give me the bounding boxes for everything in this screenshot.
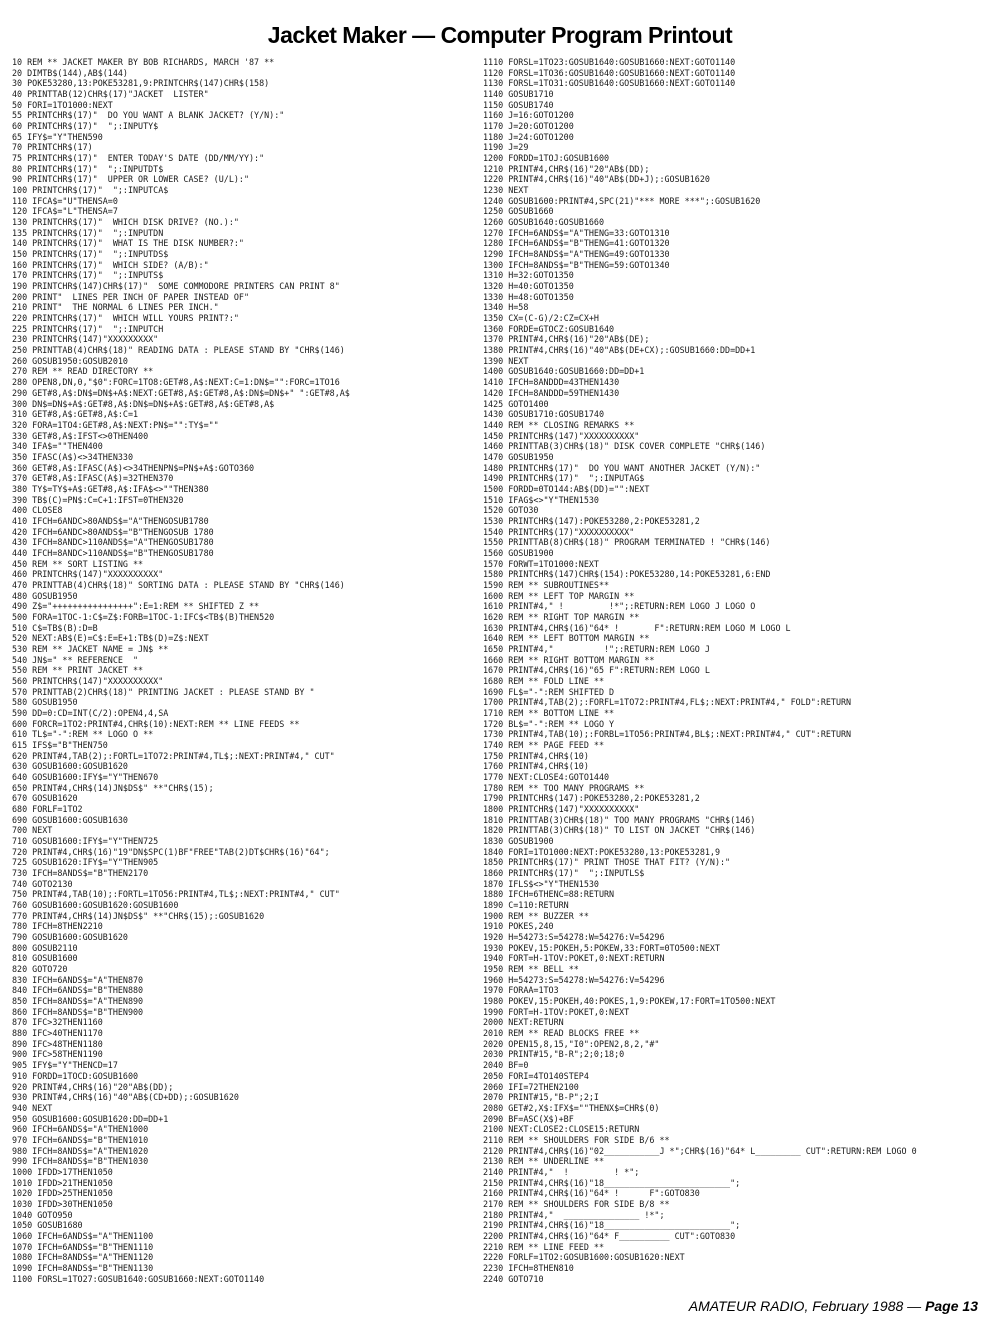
code-line: 870 IFC>32THEN1160 xyxy=(12,1017,103,1028)
code-line: 810 GOSUB1600 xyxy=(12,953,78,964)
code-line: 1360 FORDE=GTOCZ:GOSUB1640 xyxy=(483,323,615,334)
code-line: 210 PRINT" THE NORMAL 6 LINES PER INCH." xyxy=(12,302,219,313)
code-line: 500 FORA=1TOC-1:C$=Z$:FORB=1TOC-1:IFC$<TB$(B)THEN520 xyxy=(12,611,275,622)
code-line: 1220 PRINT#4,CHR$(16)"40"AB$(DD+J);:GOSUB1620 xyxy=(483,174,710,185)
code-line: 1350 CX=(C-G)/2:CZ=CX+H xyxy=(483,313,599,324)
code-line: 490 Z$="++++++++++++++++":E=1:REM ** SHIFTED Z ** xyxy=(12,601,260,612)
code-line: 970 IFCH=6ANDS$="B"THEN1010 xyxy=(12,1134,149,1145)
code-line: 2150 PRINT#4,CHR$(16)"18_________________________"; xyxy=(483,1177,741,1188)
code-line: 1090 IFCH=8ANDS$="B"THEN1130 xyxy=(12,1262,154,1273)
code-line: 1080 IFCH=8ANDS$="A"THEN1120 xyxy=(12,1252,154,1263)
code-line: 2210 REM ** LINE FEED ** xyxy=(483,1241,605,1252)
code-line: 1340 H=58 xyxy=(483,302,529,313)
code-line: 1460 PRINTTAB(3)CHR$(18)" DISK COVER COMPLETE "CHR$(146) xyxy=(483,441,766,452)
code-line: 200 PRINT" LINES PER INCH OF PAPER INSTEAD OF" xyxy=(12,291,249,302)
code-line: 1670 PRINT#4,CHR$(16)"65 F":RETURN:REM LOGO L xyxy=(483,665,710,676)
code-line: 430 IFCH=8ANDC>110ANDS$="A"THENGOSUB1780 xyxy=(12,537,214,548)
code-line: 690 GOSUB1600:GOSUB1630 xyxy=(12,814,128,825)
code-line: 1920 H=54273:S=54278:W=54276:V=54296 xyxy=(483,932,665,943)
code-line: 140 PRINTCHR$(17)" WHAT IS THE DISK NUMBER?:" xyxy=(12,238,244,249)
code-line: 1580 PRINTCHR$(147)CHR$(154):POKE53280,14:POKE53281,6:END xyxy=(483,569,771,580)
code-line: 10 REM ** JACKET MAKER BY BOB RICHARDS, MARCH '87 ** xyxy=(12,57,275,67)
code-line: 120 IFCA$="L"THENSA=7 xyxy=(12,206,118,217)
code-line: 1990 FORT=H-1TOV:POKET,0:NEXT xyxy=(483,1006,630,1017)
code-line: 760 GOSUB1600:GOSUB1620:GOSUB1600 xyxy=(12,900,179,911)
code-line: 1100 FORSL=1TO27:GOSUB1640:GOSUB1660:NEXT:GOTO1140 xyxy=(12,1273,265,1284)
code-line: 90 PRINTCHR$(17)" UPPER OR LOWER CASE? (U/L):" xyxy=(12,174,249,185)
code-line: 1140 GOSUB1710 xyxy=(483,89,554,100)
code-line: 650 PRINT#4,CHR$(14)JN$DS$" **"CHR$(15); xyxy=(12,782,214,793)
code-line: 860 IFCH=8ANDS$="B"THEN900 xyxy=(12,1006,144,1017)
code-line: 2160 PRINT#4,CHR$(16)"64* ! F":GOTO830 xyxy=(483,1188,700,1199)
code-line: 100 PRINTCHR$(17)" ";:INPUTCA$ xyxy=(12,185,169,196)
code-line: 310 GET#8,A$:GET#8,A$:C=1 xyxy=(12,409,139,420)
code-line: 1060 IFCH=6ANDS$="A"THEN1100 xyxy=(12,1230,154,1241)
code-line: 1130 FORSL=1TO31:GOSUB1640:GOSUB1660:NEXT:GOTO1140 xyxy=(483,78,736,89)
code-line: 75 PRINTCHR$(17)" ENTER TODAY'S DATE (DD/MM/YY):" xyxy=(12,153,265,164)
code-line: 1500 FORDD=0TO144:AB$(DD)="":NEXT xyxy=(483,483,650,494)
code-line: 30 POKE53280,13:POKE53281,9:PRINTCHR$(147)CHR$(158) xyxy=(12,78,270,89)
code-line: 1250 GOSUB1660 xyxy=(483,206,554,217)
code-line: 470 PRINTTAB(4)CHR$(18)" SORTING DATA : PLEASE STAND BY "CHR$(146) xyxy=(12,579,345,590)
code-line: 600 FORCR=1TO2:PRINT#4,CHR$(10):NEXT:REM ** LINE FEEDS ** xyxy=(12,718,300,729)
code-line: 1710 REM ** BOTTOM LINE ** xyxy=(483,707,615,718)
magazine-name: AMATEUR RADIO xyxy=(688,1298,805,1314)
code-line: 1170 J=20:GOTO1200 xyxy=(483,121,574,132)
code-line: 1840 FORI=1TO1000:NEXT:POKE53280,13:POKE53281,9 xyxy=(483,846,720,857)
code-line: 770 PRINT#4,CHR$(14)JN$DS$" **"CHR$(15);:GOSUB1620 xyxy=(12,910,265,921)
code-line: 630 GOSUB1600:GOSUB1620 xyxy=(12,761,128,772)
code-line: 400 CLOSE8 xyxy=(12,505,63,516)
code-line: 1200 FORDD=1TOJ:GOSUB1600 xyxy=(483,153,610,164)
code-line: 540 JN$=" ** REFERENCE " xyxy=(12,654,139,665)
code-line: 1890 C=110:RETURN xyxy=(483,900,569,911)
code-line: 1980 POKEV,15:POKEH,40:POKES,1,9:POKEW,17:FORT=1TO500:NEXT xyxy=(483,996,776,1007)
code-line: 1760 PRINT#4,CHR$(10) xyxy=(483,761,589,772)
code-line: 530 REM ** JACKET NAME = JN$ ** xyxy=(12,643,169,654)
code-line: 300 DN$=DN$+A$:GET#8,A$:DN$=DN$+A$:GET#8,A$:GET#8,A$ xyxy=(12,398,275,409)
code-line: 1560 GOSUB1900 xyxy=(483,547,554,558)
code-line: 390 TB$(C)=PN$:C=C+1:IFST=0THEN320 xyxy=(12,494,184,505)
code-line: 1150 GOSUB1740 xyxy=(483,99,554,110)
code-line: 830 IFCH=6ANDS$="A"THEN870 xyxy=(12,974,144,985)
code-line: 1010 IFDD>21THEN1050 xyxy=(12,1177,113,1188)
code-line: 1860 PRINTCHR$(17)" ";:INPUTLS$ xyxy=(483,868,645,879)
code-line: 1810 PRINTTAB(3)CHR$(18)" TOO MANY PROGRAMS "CHR$(146) xyxy=(483,814,756,825)
code-line: 590 DD=0:CD=INT(C/2):OPEN4,4,SA xyxy=(12,707,169,718)
code-line: 1740 REM ** PAGE FEED ** xyxy=(483,740,605,750)
code-line: 560 PRINTCHR$(147)"XXXXXXXXXX" xyxy=(12,675,164,686)
code-line: 1510 IFAG$<>"Y"THEN1530 xyxy=(483,494,599,505)
code-line: 170 PRINTCHR$(17)" ";:INPUTS$ xyxy=(12,270,164,281)
code-line: 1210 PRINT#4,CHR$(16)"20"AB$(DD); xyxy=(483,163,650,174)
code-line: 1570 FORWT=1TO1000:NEXT xyxy=(483,558,599,569)
code-line: 510 C$=TB$(B):D=B xyxy=(12,622,98,633)
code-line: 1910 POKES,240 xyxy=(483,921,554,932)
code-line: 1270 IFCH=6ANDS$="A"THENG=33:GOTO1310 xyxy=(483,227,670,238)
code-line: 2020 OPEN15,8,15,"I0":OPEN2,8,2,"#" xyxy=(483,1038,660,1049)
code-line: 420 IFCH=6ANDC>80ANDS$="B"THENGOSUB 1780 xyxy=(12,526,214,537)
code-line: 2120 PRINT#4,CHR$(16)"02___________J *";CHR$(16)"64* L_________ CUT":RETURN:REM LOGO 0 xyxy=(483,1145,917,1156)
code-line: 580 GOSUB1950 xyxy=(12,697,78,708)
issue-date: , February 1988 — xyxy=(804,1298,926,1314)
code-line: 1540 PRINTCHR$(17)"XXXXXXXXXX" xyxy=(483,526,635,537)
code-line: 50 FORI=1TO1000:NEXT xyxy=(12,99,113,110)
code-line: 1410 IFCH=8ANDDD=43THEN1430 xyxy=(483,377,620,388)
code-line: 1950 REM ** BELL ** xyxy=(483,964,579,975)
code-line: 1190 J=29 xyxy=(483,142,529,153)
code-line: 1030 IFDD>30THEN1050 xyxy=(12,1198,113,1209)
code-line: 1850 PRINTCHR$(17)" PRINT THOSE THAT FIT? (Y/N):" xyxy=(483,857,731,868)
code-line: 1660 REM ** RIGHT BOTTOM MARGIN ** xyxy=(483,654,655,665)
code-line: 990 IFCH=8ANDS$="B"THEN1030 xyxy=(12,1156,149,1167)
code-line: 700 NEXT xyxy=(12,825,53,836)
code-line: 730 IFCH=8ANDS$="B"THEN2170 xyxy=(12,868,149,879)
code-line: 1820 PRINTTAB(3)CHR$(18)" TO LIST ON JACKET "CHR$(146) xyxy=(483,825,756,836)
code-line: 2230 IFCH=8THEN810 xyxy=(483,1262,574,1273)
code-line: 1530 PRINTCHR$(147):POKE53280,2:POKE53281,2 xyxy=(483,515,700,526)
code-line: 1480 PRINTCHR$(17)" DO YOU WANT ANOTHER JACKET (Y/N):" xyxy=(483,462,761,473)
code-line: 960 IFCH=6ANDS$="A"THEN1000 xyxy=(12,1124,149,1135)
code-line: 1425 GOTO1400 xyxy=(483,398,549,409)
code-line: 2100 NEXT:CLOSE2:CLOSE15:RETURN xyxy=(483,1124,640,1135)
code-line: 1730 PRINT#4,TAB(10);:FORBL=1TO56:PRINT#4,BL$;:NEXT:PRINT#4," CUT":RETURN xyxy=(483,729,852,740)
code-line: 55 PRINTCHR$(17)" DO YOU WANT A BLANK JACKET? (Y/N):" xyxy=(12,110,285,121)
code-line: 1940 FORT=H-1TOV:POKET,0:NEXT:RETURN xyxy=(483,953,665,964)
code-line: 610 TL$="-":REM ** LOGO O ** xyxy=(12,729,154,740)
code-line: 880 IFC>40THEN1170 xyxy=(12,1028,103,1039)
code-line: 2030 PRINT#15,"B-R";2;0;18;0 xyxy=(483,1049,625,1060)
code-line: 1120 FORSL=1TO36:GOSUB1640:GOSUB1660:NEXT:GOTO1140 xyxy=(483,67,736,78)
code-line: 1290 IFCH=8ANDS$="A"THENG=49:GOTO1330 xyxy=(483,249,670,260)
code-line: 1790 PRINTCHR$(147):POKE53280,2:POKE53281,2 xyxy=(483,793,700,804)
code-line: 780 IFCH=8THEN2210 xyxy=(12,921,103,932)
code-line: 350 IFASC(A$)<>34THEN330 xyxy=(12,451,134,462)
code-line: 790 GOSUB1600:GOSUB1620 xyxy=(12,932,128,943)
code-line: 1070 IFCH=6ANDS$="B"THEN1110 xyxy=(12,1241,154,1252)
code-line: 1260 GOSUB1640:GOSUB1660 xyxy=(483,217,605,228)
code-line: 2200 PRINT#4,CHR$(16)"64* F__________ CUT":GOTO830 xyxy=(483,1230,736,1241)
code-line: 65 IFY$="Y"THEN590 xyxy=(12,131,103,142)
code-line: 110 IFCA$="U"THENSA=0 xyxy=(12,195,118,206)
code-line: 1430 GOSUB1710:GOSUB1740 xyxy=(483,409,605,420)
code-line: 230 PRINTCHR$(147)"XXXXXXXXX" xyxy=(12,334,159,345)
code-line: 1230 NEXT xyxy=(483,185,529,196)
code-line: 60 PRINTCHR$(17)" ";:INPUTY$ xyxy=(12,121,159,132)
code-line: 615 IFS$="B"THEN750 xyxy=(12,740,108,750)
code-line: 900 IFC>58THEN1190 xyxy=(12,1049,103,1060)
code-line: 1650 PRINT#4," !";:RETURN:REM LOGO J xyxy=(483,643,710,654)
code-line: 520 NEXT:AB$(E)=C$:E=E+1:TB$(D)=Z$:NEXT xyxy=(12,633,209,644)
code-line: 1620 REM ** RIGHT TOP MARGIN ** xyxy=(483,611,640,622)
code-line: 840 IFCH=6ANDS$="B"THEN880 xyxy=(12,985,144,996)
page-title: Jacket Maker — Computer Program Printout xyxy=(267,22,733,48)
code-line: 680 FORLF=1TO2 xyxy=(12,804,83,815)
code-line: 2010 REM ** READ BLOCKS FREE ** xyxy=(483,1028,640,1039)
code-line: 2220 FORLF=1TO2:GOSUB1600:GOSUB1620:NEXT xyxy=(483,1252,685,1263)
code-line: 910 FORDD=1TOCD:GOSUB1600 xyxy=(12,1070,139,1081)
code-line: 550 REM ** PRINT JACKET ** xyxy=(12,665,144,676)
code-line: 225 PRINTCHR$(17)" ";:INPUTCH xyxy=(12,323,164,334)
code-line: 1780 REM ** TOO MANY PROGRAMS ** xyxy=(483,782,645,793)
code-line: 1700 PRINT#4,TAB(2);:FORFL=1TO72:PRINT#4,FL$;:NEXT:PRINT#4," FOLD":RETURN xyxy=(483,697,852,708)
code-line: 1680 REM ** FOLD LINE ** xyxy=(483,675,605,686)
code-line: 1050 GOSUB1680 xyxy=(12,1220,83,1231)
code-line: 260 GOSUB1950:GOSUB2010 xyxy=(12,355,128,366)
code-line: 1450 PRINTCHR$(147)"XXXXXXXXXX" xyxy=(483,430,640,441)
code-line: 130 PRINTCHR$(17)" WHICH DISK DRIVE? (NO.):" xyxy=(12,217,239,228)
code-line: 1610 PRINT#4," ! !*";:RETURN:REM LOGO J LOGO O xyxy=(483,601,756,612)
code-line: 460 PRINTCHR$(147)"XXXXXXXXXX" xyxy=(12,569,164,580)
code-line: 1870 IFLS$<>"Y"THEN1530 xyxy=(483,878,599,889)
code-line: 2180 PRINT#4," _______________ !*"; xyxy=(483,1209,665,1220)
code-line: 410 IFCH=6ANDC>80ANDS$="A"THENGOSUB1780 xyxy=(12,515,209,526)
code-line: 670 GOSUB1620 xyxy=(12,793,78,804)
code-line: 1750 PRINT#4,CHR$(10) xyxy=(483,750,589,761)
code-line: 920 PRINT#4,CHR$(16)"20"AB$(DD); xyxy=(12,1081,174,1092)
code-line: 950 GOSUB1600:GOSUB1620:DD=DD+1 xyxy=(12,1113,169,1124)
code-line: 1110 FORSL=1TO23:GOSUB1640:GOSUB1660:NEXT:GOTO1140 xyxy=(483,57,736,67)
code-line: 720 PRINT#4,CHR$(16)"19"DN$SPC(1)BF"FREE"TAB(2)DT$CHR$(16)"64"; xyxy=(12,846,330,857)
code-line: 800 GOSUB2110 xyxy=(12,942,78,953)
code-line: 820 GOTO720 xyxy=(12,964,68,975)
code-line: 1690 FL$="-":REM SHIFTED D xyxy=(483,686,615,697)
code-line: 360 GET#8,A$:IFASC(A$)<>34THENPN$=PN$+A$:GOTO360 xyxy=(12,462,255,473)
code-line: 1800 PRINTCHR$(147)"XXXXXXXXXX" xyxy=(483,804,640,815)
code-line: 1420 IFCH=8ANDDD=59THEN1430 xyxy=(483,387,620,398)
code-line: 40 PRINTTAB(12)CHR$(17)"JACKET LISTER" xyxy=(12,89,209,100)
code-line: 340 IFA$=""THEN400 xyxy=(12,441,103,452)
code-line: 320 FORA=1TO4:GET#8,A$:NEXT:PN$="":TY$="" xyxy=(12,419,219,430)
code-line: 1930 POKEV,15:POKEH,5:POKEW,33:FORT=0TO500:NEXT xyxy=(483,942,720,953)
code-line: 2000 NEXT:RETURN xyxy=(483,1017,564,1028)
code-line: 2040 BF=0 xyxy=(483,1060,529,1071)
code-line: 905 IFY$="Y"THENCD=17 xyxy=(12,1060,118,1071)
code-line: 1000 IFDD>17THEN1050 xyxy=(12,1166,113,1177)
code-line: 1490 PRINTCHR$(17)" ";:INPUTAG$ xyxy=(483,473,645,484)
code-line: 1880 IFCH=6THENC=88:RETURN xyxy=(483,889,615,900)
code-line: 150 PRINTCHR$(17)" ";:INPUTDS$ xyxy=(12,249,169,260)
code-line: 1590 REM ** SUBROUTINES** xyxy=(483,579,610,590)
code-line: 2130 REM ** UNDERLINE ** xyxy=(483,1156,605,1167)
code-line: 1520 GOTO30 xyxy=(483,505,539,516)
code-line: 1720 BL$="-":REM ** LOGO Y xyxy=(483,718,615,729)
listing-column-right xyxy=(483,57,993,1284)
code-line: 1330 H=48:GOTO1350 xyxy=(483,291,574,302)
code-line: 2190 PRINT#4,CHR$(16)"18_________________________"; xyxy=(483,1220,741,1231)
code-line: 450 REM ** SORT LISTING ** xyxy=(12,558,144,569)
code-line: 2060 IFI=72THEN2100 xyxy=(483,1081,579,1092)
code-line: 1160 J=16:GOTO1200 xyxy=(483,110,574,121)
code-line: 570 PRINTTAB(2)CHR$(18)" PRINTING JACKET : PLEASE STAND BY " xyxy=(12,686,315,697)
code-line: 1770 NEXT:CLOSE4:GOTO1440 xyxy=(483,772,610,783)
code-line: 1470 GOSUB1950 xyxy=(483,451,554,462)
listing-column-left xyxy=(12,57,482,1284)
code-line: 1440 REM ** CLOSING REMARKS ** xyxy=(483,419,635,430)
code-line: 2070 PRINT#15,"B-P";2;I xyxy=(483,1092,599,1103)
code-line: 2090 BF=ASC(X$)+BF xyxy=(483,1113,574,1124)
code-line: 20 DIMTB$(144),AB$(144) xyxy=(12,67,128,78)
code-line: 1180 J=24:GOTO1200 xyxy=(483,131,574,142)
code-line: 480 GOSUB1950 xyxy=(12,590,78,601)
code-line: 290 GET#8,A$:DN$=DN$+A$:NEXT:GET#8,A$:GET#8,A$:DN$=DN$+" ":GET#8,A$ xyxy=(12,387,350,398)
code-line: 740 GOTO2130 xyxy=(12,878,73,889)
page-number: Page 13 xyxy=(925,1298,978,1314)
code-line: 1960 H=54273:S=54278:W=54276:V=54296 xyxy=(483,974,665,985)
code-line: 1900 REM ** BUZZER ** xyxy=(483,910,589,921)
code-line: 750 PRINT#4,TAB(10);:FORTL=1TO56:PRINT#4,TL$;:NEXT:PRINT#4," CUT" xyxy=(12,889,340,900)
code-line: 850 IFCH=8ANDS$="A"THEN890 xyxy=(12,996,144,1007)
code-line: 160 PRINTCHR$(17)" WHICH SIDE? (A/B):" xyxy=(12,259,209,270)
code-line: 440 IFCH=8ANDC>110ANDS$="B"THENGOSUB1780 xyxy=(12,547,214,558)
code-line: 1300 IFCH=8ANDS$="B"THENG=59:GOTO1340 xyxy=(483,259,670,270)
code-line: 1370 PRINT#4,CHR$(16)"20"AB$(DE); xyxy=(483,334,650,345)
code-line: 1310 H=32:GOTO1350 xyxy=(483,270,574,281)
code-line: 980 IFCH=8ANDS$="A"THEN1020 xyxy=(12,1145,149,1156)
code-line: 1630 PRINT#4,CHR$(16)"64* ! F":RETURN:REM LOGO M LOGO L xyxy=(483,622,791,633)
page-footer xyxy=(689,1298,978,1314)
code-line: 1040 GOTO950 xyxy=(12,1209,73,1220)
code-line: 1320 H=40:GOTO1350 xyxy=(483,281,574,292)
code-line: 380 TY$=TY$+A$:GET#8,A$:IFA$<>""THEN380 xyxy=(12,483,209,494)
code-line: 2080 GET#2,X$:IFX$=""THENX$=CHR$(0) xyxy=(483,1102,660,1113)
code-line: 250 PRINTTAB(4)CHR$(18)" READING DATA : PLEASE STAND BY "CHR$(146) xyxy=(12,345,345,356)
code-line: 930 PRINT#4,CHR$(16)"40"AB$(CD+DD);:GOSUB1620 xyxy=(12,1092,239,1103)
code-line: 1390 NEXT xyxy=(483,355,529,366)
code-line: 1400 GOSUB1640:GOSUB1660:DD=DD+1 xyxy=(483,366,645,377)
code-line: 80 PRINTCHR$(17)" ";:INPUTDT$ xyxy=(12,163,164,174)
code-line: 640 GOSUB1600:IFY$="Y"THEN670 xyxy=(12,772,159,783)
code-line: 2050 FORI=4TO140STEP4 xyxy=(483,1070,589,1081)
code-line: 1640 REM ** LEFT BOTTOM MARGIN ** xyxy=(483,633,650,644)
code-line: 620 PRINT#4,TAB(2);:FORTL=1TO72:PRINT#4,TL$;:NEXT:PRINT#4," CUT" xyxy=(12,750,335,761)
code-line: 1240 GOSUB1600:PRINT#4,SPC(21)"*** MORE ***";:GOSUB1620 xyxy=(483,195,761,206)
code-line: 1970 FORAA=1TO3 xyxy=(483,985,559,996)
code-line: 1380 PRINT#4,CHR$(16)"40"AB$(DE+CX);:GOSUB1660:DD=DD+1 xyxy=(483,345,756,356)
code-line: 1280 IFCH=6ANDS$="B"THENG=41:GOTO1320 xyxy=(483,238,670,249)
code-line: 280 OPEN8,DN,0,"$0":FORC=1TO8:GET#8,A$:NEXT:C=1:DN$="":FORC=1TO16 xyxy=(12,377,340,388)
code-line: 725 GOSUB1620:IFY$="Y"THEN905 xyxy=(12,857,159,868)
code-line: 330 GET#8,A$:IFST<>0THEN400 xyxy=(12,430,149,441)
code-line: 890 IFC>48THEN1180 xyxy=(12,1038,103,1049)
code-line: 70 PRINTCHR$(17) xyxy=(12,142,93,153)
code-line: 2170 REM ** SHOULDERS FOR SIDE B/8 ** xyxy=(483,1198,670,1209)
code-line: 2110 REM ** SHOULDERS FOR SIDE B/6 ** xyxy=(483,1134,670,1145)
code-line: 2240 GOTO710 xyxy=(483,1273,544,1284)
code-line: 270 REM ** READ DIRECTORY ** xyxy=(12,366,154,377)
code-line: 1830 GOSUB1900 xyxy=(483,836,554,847)
code-line: 135 PRINTCHR$(17)" ";:INPUTDN xyxy=(12,227,164,238)
code-line: 1550 PRINTTAB(8)CHR$(18)" PROGRAM TERMINATED ! "CHR$(146) xyxy=(483,537,771,548)
code-line: 220 PRINTCHR$(17)" WHICH WILL YOURS PRINT?:" xyxy=(12,313,239,324)
code-line: 2140 PRINT#4," ! ! *"; xyxy=(483,1166,640,1177)
code-line: 1020 IFDD>25THEN1050 xyxy=(12,1188,113,1199)
code-line: 370 GET#8,A$:IFASC(A$)=32THEN370 xyxy=(12,473,174,484)
code-line: 940 NEXT xyxy=(12,1102,53,1113)
code-line: 190 PRINTCHR$(147)CHR$(17)" SOME COMMODORE PRINTERS CAN PRINT 8" xyxy=(12,281,340,292)
code-line: 1600 REM ** LEFT TOP MARGIN ** xyxy=(483,590,635,601)
code-line: 710 GOSUB1600:IFY$="Y"THEN725 xyxy=(12,836,159,847)
